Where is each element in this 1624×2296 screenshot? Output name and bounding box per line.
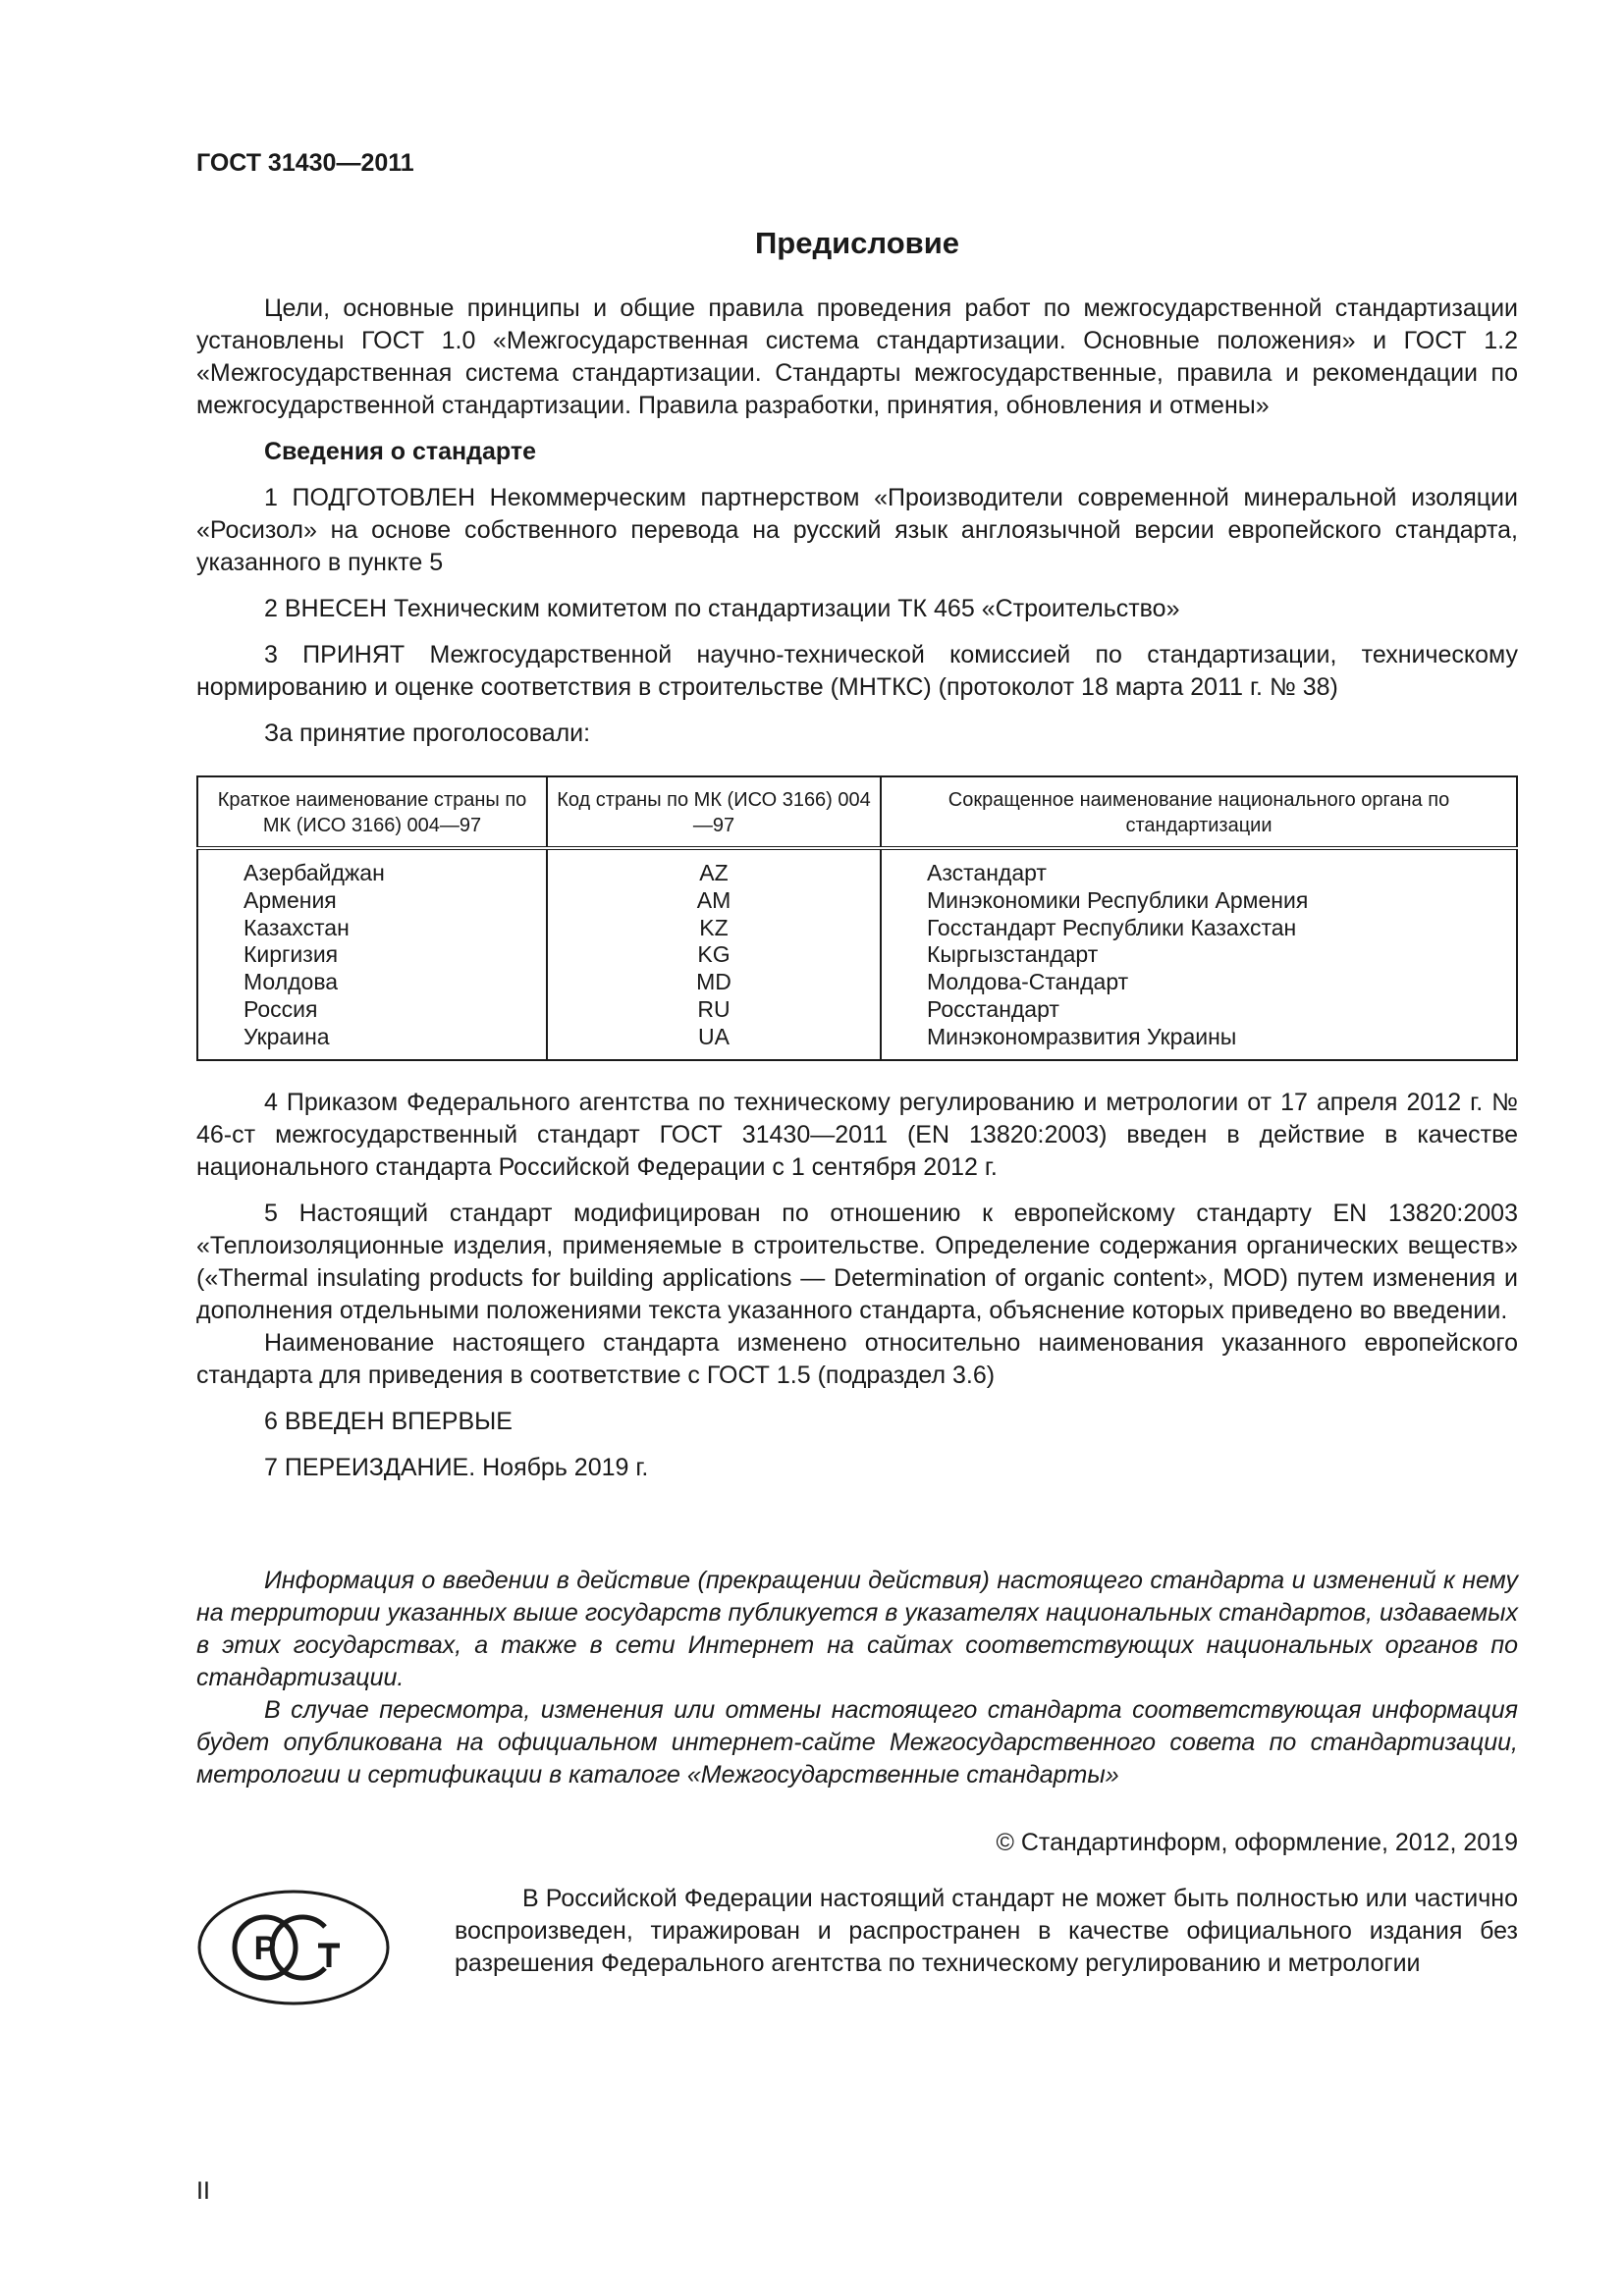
standard-info-heading: Сведения о стандарте — [264, 438, 537, 465]
item-3: 3 ПРИНЯТ Межгосударственной научно-технической комиссией по стандартизации, техническому нормированию и оценке соответствия в строительстве (МНТКС) (протоколот 18 марта 2011 г. № 38) — [196, 641, 1518, 701]
code-cell: MD — [696, 969, 731, 995]
header-code: Код страны по МК (ИСО 3166) 004—97 — [547, 776, 881, 848]
vote-intro: За принятие проголосовали: — [264, 720, 591, 747]
document-header: ГОСТ 31430—2011 — [196, 149, 414, 177]
item-5: 5 Настоящий стандарт модифицирован по отношению к европейскому стандарту EN 13820:2003 «Теплоизоляционные изделия, применяемые в строительстве. Определение содержания органических веществ» («Thermal insulating products for building applications — Determination of organic content», MOD) путем изменения и дополнения отдельными положениями текста указанного стандарта, объяснение которых приведено во введении. — [196, 1199, 1518, 1324]
item-4: 4 Приказом Федерального агентства по техническому регулированию и метрологии от 17 апреля 2012 г. № 46-ст межгосударственный стандарт ГОСТ 31430—2011 (EN 13820:2003) введен в действие в качестве национального стандарта Российской Федерации с 1 сентября 2012 г. — [196, 1088, 1518, 1181]
publication-info — [196, 1565, 1518, 1791]
rights-paragraph: В Российской Федерации настоящий стандарт не может быть полностью или частично воспроизведен, тиражирован и распространен в качестве официального издания без разрешения Федерального агентства по техническому регулированию и метрологии — [455, 1884, 1518, 1977]
country-cell: Украина — [244, 1023, 330, 1049]
country-cell: Казахстан — [244, 914, 350, 940]
item-2: 2 ВНЕСЕН Техническим комитетом по стандартизации ТК 465 «Строительство» — [264, 595, 1180, 622]
country-column — [197, 848, 547, 1060]
code-column — [547, 848, 881, 1060]
country-cell: Киргизия — [244, 941, 339, 968]
foreword-body — [196, 293, 1518, 2059]
table-body-row — [197, 848, 1517, 1060]
org-column — [881, 848, 1517, 1060]
copyright-line: © Стандартинформ, оформление, 2012, 2019 — [996, 1828, 1518, 1856]
header-org: Сокращенное наименование национального органа по стандартизации — [881, 776, 1517, 848]
rights-text-container — [455, 1883, 1518, 1980]
revision-paragraph: В случае пересмотра, изменения или отмены настоящего стандарта соответствующая информация будет опубликована на официальном интернет-сайте Межгосударственного совета по стандартизации, метрологии и сертификации в каталоге «Межгосударственные стандарты» — [196, 1695, 1518, 1789]
country-cell: Армения — [244, 886, 337, 913]
rights-block — [196, 1883, 1518, 2059]
header-country: Краткое наименование страны по МК (ИСО 3166) 004—97 — [197, 776, 547, 848]
org-cell: Росстандарт — [927, 995, 1059, 1022]
svg-text:Р: Р — [253, 1929, 277, 1967]
item-5-note: Наименование настоящего стандарта изменено относительно наименования указанного европейского стандарта для приведения в соответствие с ГОСТ 1.5 (подраздел 3.6) — [196, 1328, 1518, 1389]
code-cell: UA — [698, 1023, 730, 1049]
code-cell: KZ — [699, 914, 729, 940]
org-cell: Госстандарт Республики Казахстан — [927, 914, 1297, 940]
code-cell: AZ — [699, 860, 729, 885]
org-cell: Минэкономики Республики Армения — [927, 886, 1309, 913]
info-paragraph: Информация о введении в действие (прекращении действия) настоящего стандарта и изменений к нему на территории указанных выше государств публикуется в указателях национальных стандартов, издаваемых в этих государствах, а также в сети Интернет на сайтах соответствующих национальных органов по стандартизации. — [196, 1566, 1518, 1691]
document-page — [196, 0, 1518, 2296]
org-cell: Азстандарт — [927, 860, 1047, 885]
table-header-row — [197, 776, 1517, 848]
org-cell: Молдова-Стандарт — [927, 969, 1129, 995]
rst-logo-icon — [196, 1889, 391, 2006]
org-cell: Минэкономразвития Украины — [927, 1023, 1237, 1049]
intro-paragraph: Цели, основные принципы и общие правила проведения работ по межгосударственной стандартизации установлены ГОСТ 1.0 «Межгосударственная система стандартизации. Основные положения» и ГОСТ 1.2 «Межгосударственная система стандартизации. Стандарты межгосударственные, правила и рекомендации по межгосударственной стандартизации. Правила разработки, принятия, обновления и отмены» — [196, 294, 1518, 419]
code-cell: AM — [696, 886, 731, 913]
item-1: 1 ПОДГОТОВЛЕН Некоммерческим партнерством «Производители современной минеральной изоляции «Росизол» на основе собственного перевода на русский язык англоязычной версии европейского стандарта, указанного в пункте 5 — [196, 484, 1518, 576]
item-6: 6 ВВЕДЕН ВПЕРВЫЕ — [264, 1407, 513, 1435]
org-cell: Кыргызстандарт — [927, 941, 1099, 968]
country-cell: Россия — [244, 995, 318, 1022]
page-title: Предисловие — [754, 226, 959, 260]
item-7: 7 ПЕРЕИЗДАНИЕ. Ноябрь 2019 г. — [264, 1453, 649, 1481]
country-cell: Молдова — [244, 969, 339, 995]
code-cell: RU — [697, 995, 731, 1022]
voting-table — [196, 775, 1518, 1061]
page-number: II — [196, 2177, 210, 2205]
code-cell: KG — [697, 941, 731, 968]
country-cell: Азербайджан — [244, 860, 385, 885]
